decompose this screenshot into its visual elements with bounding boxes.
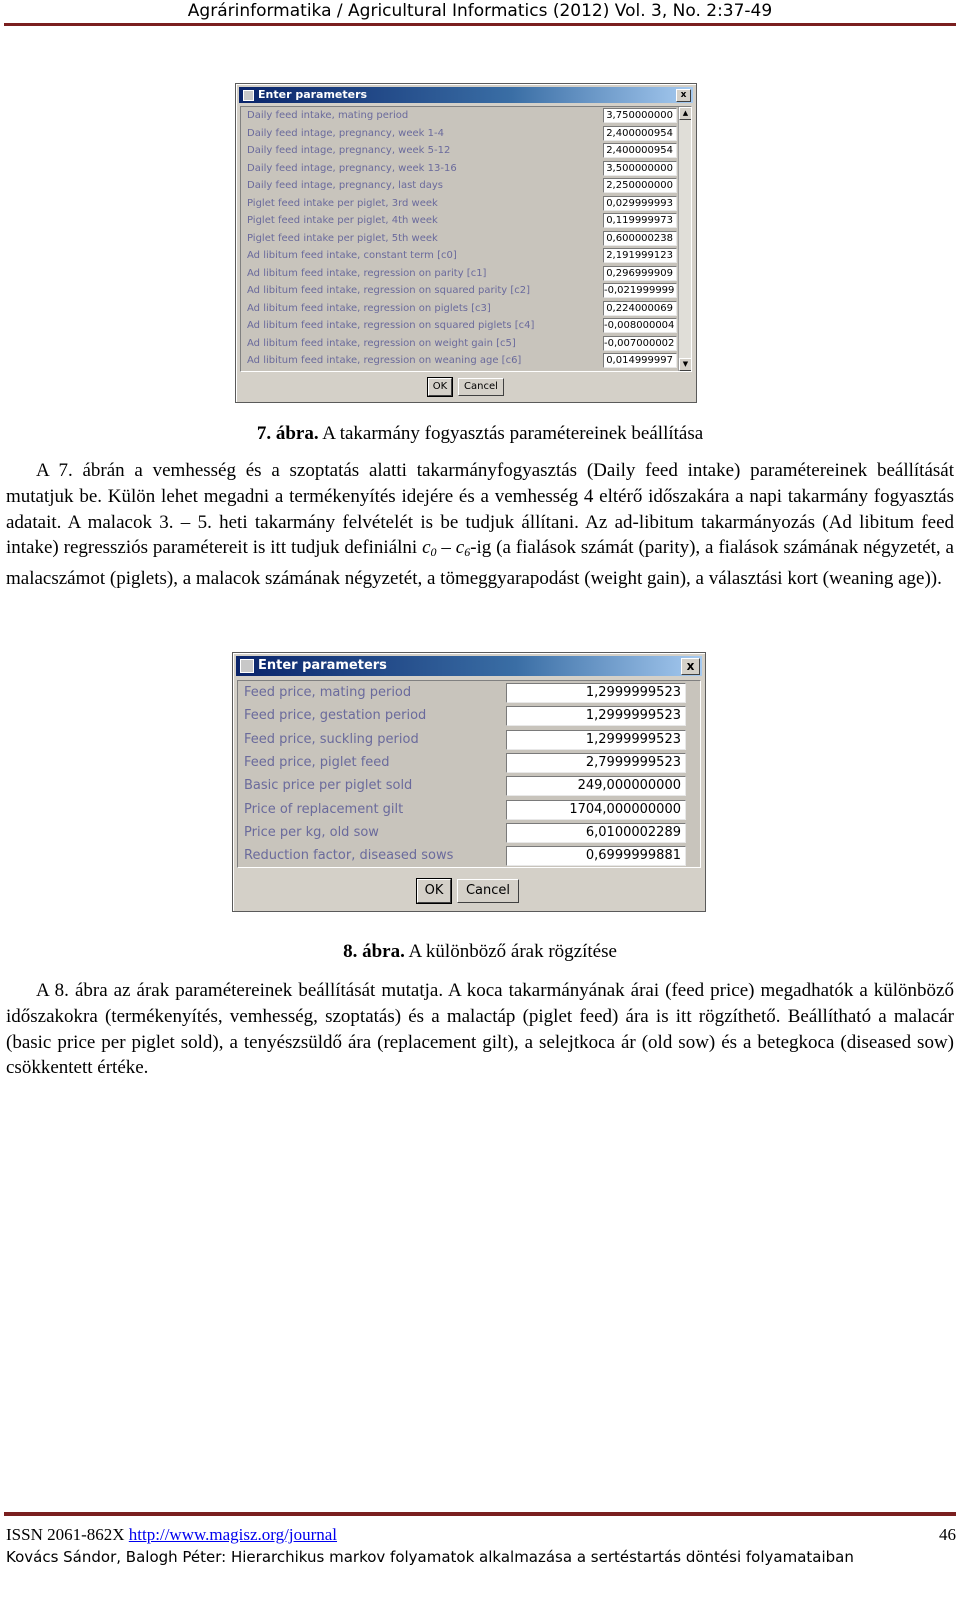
vertical-scrollbar[interactable] bbox=[678, 107, 692, 371]
figure-caption-text: A különböző árak rögzítése bbox=[404, 941, 617, 962]
parameter-row bbox=[241, 247, 677, 265]
parameter-label: Daily feed intage, pregnancy, last days bbox=[247, 180, 443, 191]
dialog-titlebar bbox=[236, 656, 702, 676]
journal-link[interactable]: http://www.magisz.org/journal bbox=[128, 1525, 338, 1544]
dialog-titlebar bbox=[239, 87, 693, 103]
dialog-title: Enter parameters bbox=[258, 658, 387, 673]
parameter-value-field[interactable]: 6,0100002289 bbox=[506, 823, 686, 843]
parameter-label: Ad libitum feed intake, regression on piglets [c3] bbox=[247, 302, 491, 314]
scroll-down-icon[interactable]: ▼ bbox=[679, 358, 692, 371]
parameter-row bbox=[241, 352, 677, 370]
parameter-label: Ad libitum feed intake, regression on weaning age [c6] bbox=[247, 355, 522, 366]
parameter-value-field[interactable]: 0,600000238 bbox=[603, 231, 677, 246]
parameter-label: Piglet feed intake per piglet, 5th week bbox=[247, 232, 438, 244]
close-icon: x bbox=[680, 90, 687, 100]
dialog-title: Enter parameters bbox=[258, 88, 368, 101]
parameter-label: Basic price per piglet sold bbox=[244, 778, 413, 794]
figure-number: 8. ábra. bbox=[343, 941, 405, 962]
parameter-row bbox=[238, 681, 700, 704]
parameter-value-field[interactable]: 2,191999123 bbox=[603, 248, 677, 263]
close-button[interactable] bbox=[681, 658, 700, 675]
paragraph-2: A 8. ábra az árak paramétereinek beállítását mutatja. A koca takarmányának árai (feed price) megadhatók a különböző időszakokra (termékenyítés, vemhesség, szoptatás) és a malactáp (piglet feed) ára is itt rögzíthető. Beállítható a malacár (basic price per piglet sold), a tenyészsüldő ára (replacement gilt), a selejtkoca ár (old sow) és a betegkoca (diseased sow) csökkentett értéke. bbox=[6, 980, 954, 1079]
parameter-label: Ad libitum feed intake, constant term [c0] bbox=[247, 250, 457, 261]
close-button[interactable] bbox=[676, 89, 691, 102]
parameter-row bbox=[241, 265, 677, 283]
parameter-label: Piglet feed intake per piglet, 3rd week bbox=[247, 197, 438, 209]
scroll-up-icon[interactable]: ▲ bbox=[679, 107, 692, 120]
figure-7-caption bbox=[0, 422, 960, 446]
parameter-value-field[interactable]: 1704,000000000 bbox=[506, 800, 686, 820]
parameter-value-field[interactable]: -0,007000002 bbox=[603, 336, 677, 351]
subscript: 0 bbox=[430, 545, 437, 560]
parameter-value-field[interactable]: -0,008000004 bbox=[603, 318, 677, 333]
feed-parameters-dialog bbox=[235, 83, 697, 403]
parameter-value-field[interactable]: 0,029999993 bbox=[603, 196, 677, 211]
parameter-row bbox=[241, 317, 677, 335]
parameter-label: Daily feed intake, mating period bbox=[247, 110, 409, 121]
java-window-icon bbox=[243, 90, 254, 101]
parameter-row bbox=[241, 212, 677, 230]
figure-caption-text: A takarmány fogyasztás paramétereinek beállítása bbox=[318, 423, 704, 444]
parameter-label: Price of replacement gilt bbox=[244, 801, 404, 817]
price-parameters-dialog bbox=[232, 652, 706, 912]
parameter-row bbox=[241, 107, 677, 125]
parameter-row bbox=[238, 751, 700, 774]
parameter-list bbox=[240, 106, 692, 372]
parameter-row bbox=[241, 142, 677, 160]
parameter-value-field[interactable]: 2,400000954 bbox=[603, 126, 677, 141]
parameter-row bbox=[241, 125, 677, 143]
footer-authors: Kovács Sándor, Balogh Péter: Hierarchikus markov folyamatok alkalmazása a sertéstartás döntési folyamataiban bbox=[6, 1548, 854, 1566]
running-header: Agrárinformatika / Agricultural Informatics (2012) Vol. 3, No. 2:37-49 bbox=[187, 1, 773, 21]
cancel-button[interactable]: Cancel bbox=[458, 378, 504, 396]
footer-issn-line bbox=[6, 1524, 956, 1546]
parameter-label: Feed price, piglet feed bbox=[244, 754, 390, 770]
parameter-label: Price per kg, old sow bbox=[244, 824, 379, 840]
subscript: 6 bbox=[464, 545, 471, 560]
parameter-row bbox=[238, 728, 700, 751]
parameter-value-field[interactable]: 3,500000000 bbox=[603, 161, 677, 176]
parameter-row bbox=[238, 844, 700, 867]
parameter-value-field[interactable]: 0,119999973 bbox=[603, 213, 677, 228]
parameter-label: Ad libitum feed intake, regression on parity [c1] bbox=[247, 267, 487, 279]
parameter-value-field[interactable]: 1,2999999523 bbox=[506, 683, 686, 703]
java-window-icon bbox=[240, 659, 254, 673]
parameter-value-field[interactable]: -0,021999999 bbox=[603, 283, 677, 298]
close-icon: x bbox=[686, 659, 695, 673]
parameter-label: Reduction factor, diseased sows bbox=[244, 848, 454, 864]
parameter-label: Piglet feed intake per piglet, 4th week bbox=[247, 215, 438, 226]
paragraph-1 bbox=[6, 458, 954, 592]
ok-button[interactable]: OK bbox=[428, 378, 452, 396]
parameter-label: Ad libitum feed intake, regression on squared parity [c2] bbox=[247, 285, 531, 296]
c-symbol: c bbox=[455, 537, 465, 559]
parameter-value-field[interactable]: 1,2999999523 bbox=[506, 730, 686, 750]
parameter-row bbox=[238, 704, 700, 727]
issn: ISSN 2061-862X bbox=[6, 1525, 129, 1544]
parameter-row bbox=[238, 798, 700, 821]
parameter-label: Feed price, suckling period bbox=[244, 731, 419, 747]
parameter-row bbox=[241, 177, 677, 195]
figure-8-caption bbox=[0, 940, 960, 964]
parameter-value-field[interactable]: 249,000000000 bbox=[506, 776, 686, 796]
parameter-row bbox=[241, 230, 677, 248]
parameter-label: Ad libitum feed intake, regression on squared piglets [c4] bbox=[247, 320, 535, 331]
parameter-value-field[interactable]: 2,400000954 bbox=[603, 143, 677, 158]
dash: – bbox=[436, 537, 456, 559]
page-number: 46 bbox=[939, 1525, 956, 1544]
parameter-value-field[interactable]: 2,250000000 bbox=[603, 178, 677, 193]
parameter-value-field[interactable]: 0,224000069 bbox=[603, 301, 677, 316]
cancel-button[interactable]: Cancel bbox=[457, 879, 519, 903]
parameter-label: Ad libitum feed intake, regression on weight gain [c5] bbox=[247, 337, 516, 349]
parameter-row bbox=[238, 774, 700, 797]
parameter-value-field[interactable]: 0,6999999881 bbox=[506, 846, 686, 866]
parameter-value-field[interactable]: 0,014999997 bbox=[603, 353, 677, 368]
parameter-value-field[interactable]: 2,7999999523 bbox=[506, 753, 686, 773]
parameter-label: Daily feed intage, pregnancy, week 5-12 bbox=[247, 145, 451, 156]
parameter-label: Feed price, mating period bbox=[244, 685, 412, 700]
parameter-value-field[interactable]: 3,750000000 bbox=[603, 108, 677, 123]
parameter-label: Daily feed intage, pregnancy, week 13-16 bbox=[247, 162, 457, 174]
c-symbol: c bbox=[422, 537, 431, 559]
parameter-value-field[interactable]: 0,296999909 bbox=[603, 266, 677, 281]
ok-button[interactable]: OK bbox=[417, 879, 451, 903]
parameter-label: Feed price, gestation period bbox=[244, 708, 427, 724]
paragraph-text: -ig (a fialások számát (parity), a fialások számának négyzetét, a malacszámot (piglets), a malacok számának négyzetét, a tömeggyarapodást (weight gain), a választási kort (weaning age)). bbox=[6, 537, 954, 590]
parameter-value-field[interactable]: 1,2999999523 bbox=[506, 706, 686, 726]
parameter-list bbox=[237, 680, 701, 868]
figure-number: 7. ábra. bbox=[256, 423, 319, 444]
parameter-label: Daily feed intage, pregnancy, week 1-4 bbox=[247, 127, 444, 139]
paragraph-text: A 7. ábrán a vemhesség és a szoptatás alatti takarmányfogyasztás (Daily feed intake) paramétereinek beállítását mutatjuk be. Külön lehet megadni a termékenyítés idejére és a vemhesség 4 eltérő időszakára a napi takarmány fogyasztás adatait. A malacok 3. – 5. heti takarmány felvételét is be tudjuk állítani. Az ad-libitum takarmányozás (Ad libitum feed intake) regressziós paramétereit is itt tudjuk definiálni bbox=[6, 460, 954, 559]
parameter-row bbox=[241, 335, 677, 353]
header-rule bbox=[4, 23, 956, 26]
parameter-row bbox=[241, 160, 677, 178]
footer-rule bbox=[4, 1512, 956, 1516]
parameter-row bbox=[241, 282, 677, 300]
parameter-row bbox=[241, 195, 677, 213]
parameter-row bbox=[241, 300, 677, 318]
parameter-row bbox=[238, 821, 700, 844]
